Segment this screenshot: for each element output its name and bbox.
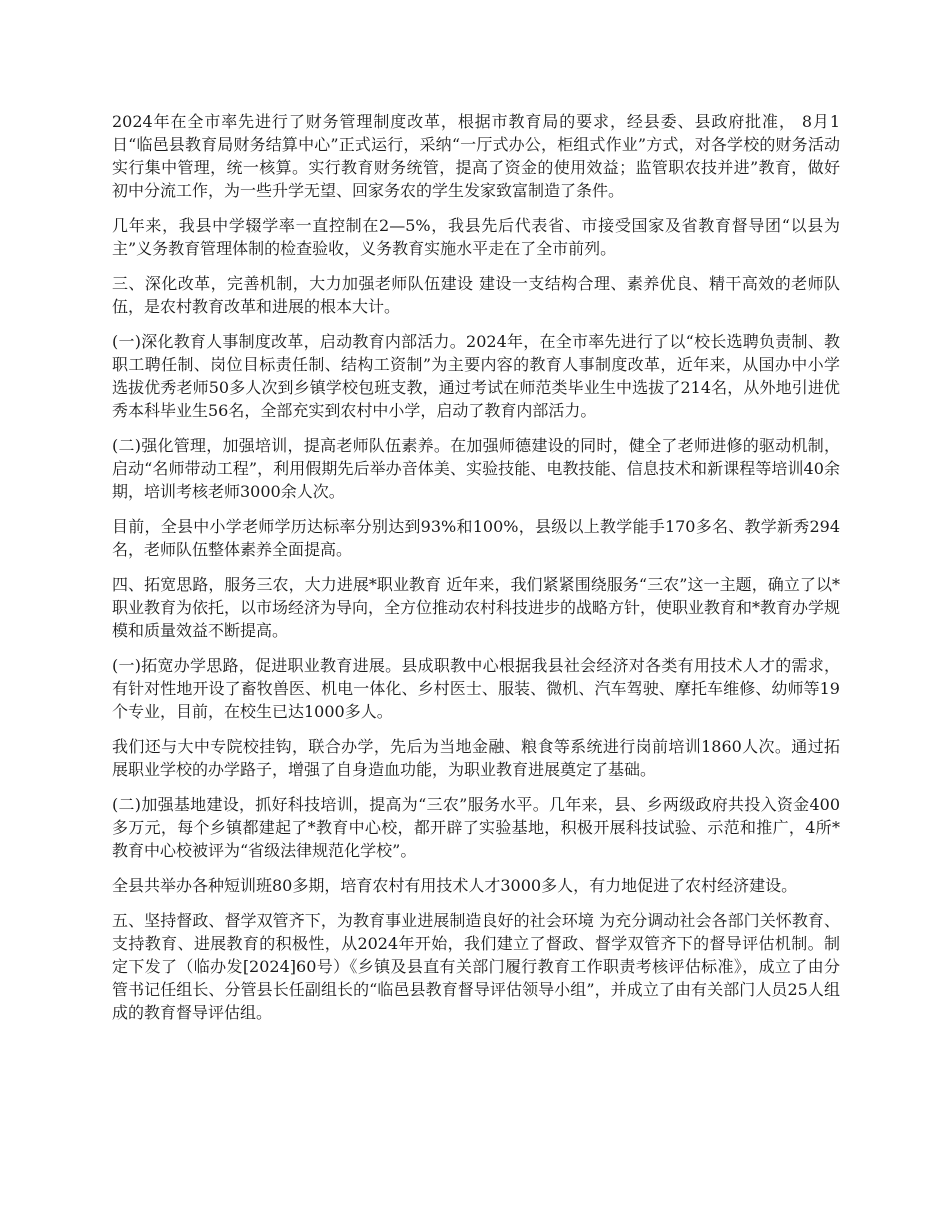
paragraph-section-three-heading: 三、深化改革，完善机制，大力加强老师队伍建设 建设一支结构合理、素养优良、精干高效的老师队伍，是农村教育改革和进展的根本大计。 [112, 274, 840, 316]
paragraph-short-courses: 全县共举办各种短训班80多期，培育农村有用技术人才3000多人，有力地促进了农村经济建设。 [112, 876, 798, 895]
paragraph-base-construction: (二)加强基地建设，抓好科技培训，提高为“三农”服务水平。几年来，县、乡两级政府共投入资金400多万元，每个乡镇都建起了*教育中心校，都开辟了实验基地，积极开展科技试验、示范和推广，4所*教育中心校被评为“省级法律规范化学校”。 [112, 795, 840, 860]
paragraph-dropout-rate: 几年来，我县中学辍学率一直控制在2—5%，我县先后代表省、市接受国家及省教育督导团“以县为主”义务教育管理体制的检查验收，义务教育实施水平走在了全市前列。 [112, 216, 840, 258]
paragraph-section-four-heading: 四、拓宽思路，服务三农，大力进展*职业教育 近年来，我们紧紧围绕服务“三农”这一主题，确立了以*职业教育为依托，以市场经济为导向，全方位推动农村科技进步的战略方针，使职业教育和*教育办学规模和质量效益不断提高。 [112, 575, 841, 640]
paragraph-finance-reform: 2024年在全市率先进行了财务管理制度改革，根据市教育局的要求，经县委、县政府批准， 8月1日“临邑县教育局财务结算中心”正式运行，采纳“一厅式办公，柜组式作业”方式，对各学校的财务活动实行集中管理，统一核算。实行教育财务统管，提高了资金的使用效益；监管职农技并进”教育，做好初中分流工作，为一些升学无望、回家务农的学生发家致富制造了条件。 [112, 112, 840, 200]
paragraph-joint-schooling: 我们还与大中专院校挂钩，联合办学，先后为当地金融、粮食等系统进行岗前培训1860人次。通过拓展职业学校的办学路子，增强了自身造血功能，为职业教育进展奠定了基础。 [112, 737, 840, 779]
paragraph-vocational-majors: (一)拓宽办学思路，促进职业教育进展。县成职教中心根据我县社会经济对各类有用技术人才的需求，有针对性地开设了畜牧兽医、机电一体化、乡村医士、服装、微机、汽车驾驶、摩托车维修、幼师等19个专业，目前，在校生已达1000多人。 [112, 656, 840, 721]
paragraph-section-five-supervision: 五、坚持督政、督学双管齐下，为教育事业进展制造良好的社会环境 为充分调动社会各部门关怀教育、支持教育、进展教育的积极性，从2024年开始，我们建立了督政、督学双管齐下的督导评估机制。制定下发了（临办发[2024]60号）《乡镇及县直有关部门履行教育工作职责考核评估标准》，成立了由分管书记任组长、分管县长任副组长的“临邑县教育督导评估领导小组”，并成立了由有关部门人员25人组成的教育督导评估组。 [112, 911, 840, 1022]
paragraph-personnel-reform: (一)深化教育人事制度改革，启动教育内部活力。2024年，在全市率先进行了以“校长选聘负责制、教职工聘任制、岗位目标责任制、结构工资制”为主要内容的教育人事制度改革，近年来，从国办中小学选拔优秀老师50多人次到乡镇学校包班支教，通过考试在师范类毕业生中选拔了214名，从外地引进优秀本科毕业生56名，全部充实到农村中小学，启动了教育内部活力。 [112, 332, 840, 420]
paragraph-qualification-rate: 目前，全县中小学老师学历达标率分别达到93%和100%，县级以上教学能手170多名、教学新秀294名，老师队伍整体素养全面提高。 [112, 517, 840, 559]
document-body [112, 110, 840, 1036]
paragraph-teacher-training: (二)强化管理，加强培训，提高老师队伍素养。在加强师德建设的同时，健全了老师进修的驱动机制，启动“名师带动工程”，利用假期先后举办音体美、实验技能、电教技能、信息技术和新课程等培训40余期，培训考核老师3000余人次。 [112, 436, 840, 501]
